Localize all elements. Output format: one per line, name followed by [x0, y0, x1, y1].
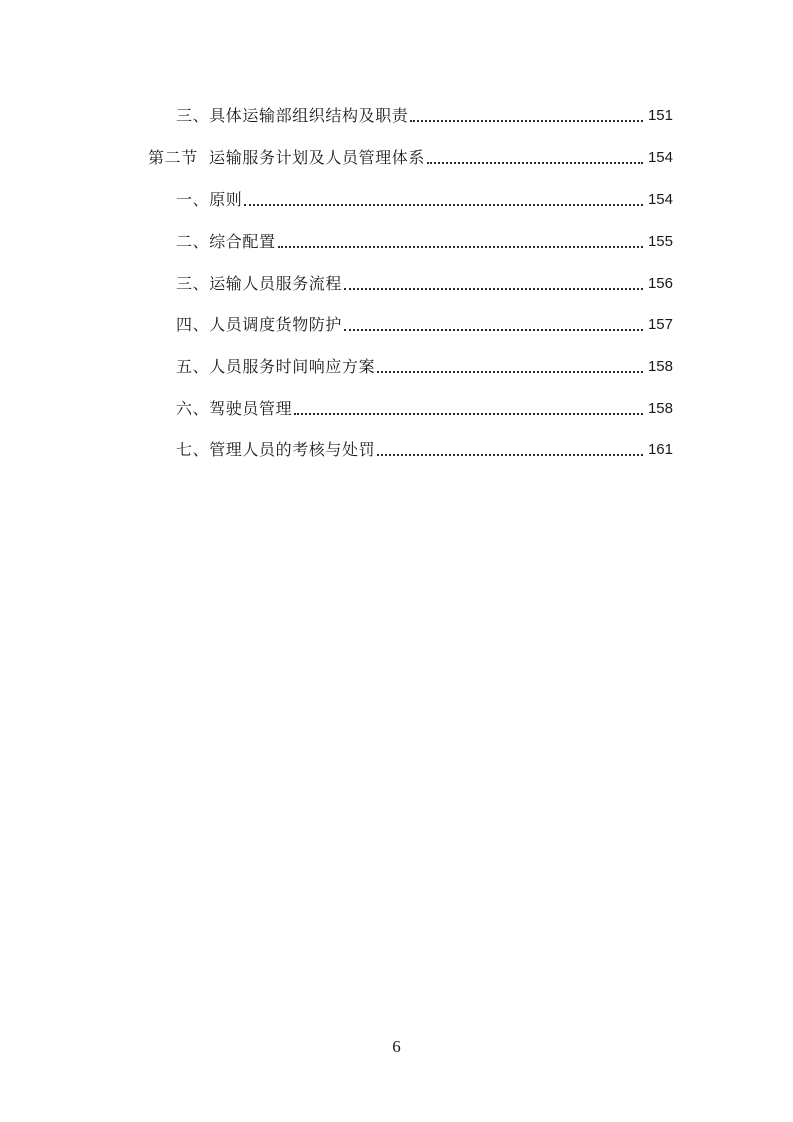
- toc-dot-leader: [410, 120, 643, 122]
- page-number: 6: [392, 1037, 401, 1056]
- toc-entry-page: 154: [647, 191, 673, 208]
- toc-entry-title: 四、人员调度货物防护: [176, 315, 343, 334]
- toc-entry-title: 二、综合配置: [176, 232, 276, 251]
- toc-entry[interactable]: [176, 102, 673, 126]
- toc-entry-title: 三、具体运输部组织结构及职责: [176, 106, 409, 125]
- toc-entry-title: 七、管理人员的考核与处罚: [176, 440, 376, 459]
- toc-dot-leader: [377, 454, 643, 456]
- toc-entry-page: 161: [647, 441, 673, 458]
- toc-dot-leader: [294, 413, 643, 415]
- toc-entry[interactable]: [176, 186, 673, 210]
- toc-entry[interactable]: [176, 436, 673, 460]
- toc-entry-title: 第二节 运输服务计划及人员管理体系: [148, 148, 425, 167]
- toc-entry-page: 155: [647, 233, 673, 250]
- toc-entry-page: 154: [647, 149, 673, 166]
- toc-entry[interactable]: [176, 311, 673, 335]
- toc-entry-page: 156: [647, 275, 673, 292]
- toc-dot-leader: [427, 162, 643, 164]
- toc-entry[interactable]: [148, 144, 673, 168]
- toc-entry-title: 五、人员服务时间响应方案: [176, 357, 376, 376]
- toc-dot-leader: [344, 329, 643, 331]
- toc-entry-title: 一、原则: [176, 190, 243, 209]
- toc-entry[interactable]: [176, 353, 673, 377]
- toc-dot-leader: [344, 288, 643, 290]
- toc-entry-page: 151: [647, 107, 673, 124]
- toc-entry-page: 157: [647, 316, 673, 333]
- toc-entry[interactable]: [176, 270, 673, 294]
- toc-dot-leader: [244, 204, 643, 206]
- toc-entry-title: 三、运输人员服务流程: [176, 274, 343, 293]
- toc-dot-leader: [278, 246, 643, 248]
- toc-dot-leader: [377, 371, 643, 373]
- toc-entry[interactable]: [176, 228, 673, 252]
- toc-entry[interactable]: [176, 395, 673, 419]
- toc-entry-page: 158: [647, 358, 673, 375]
- toc-entry-page: 158: [647, 400, 673, 417]
- toc-entry-title: 六、驾驶员管理: [176, 399, 293, 418]
